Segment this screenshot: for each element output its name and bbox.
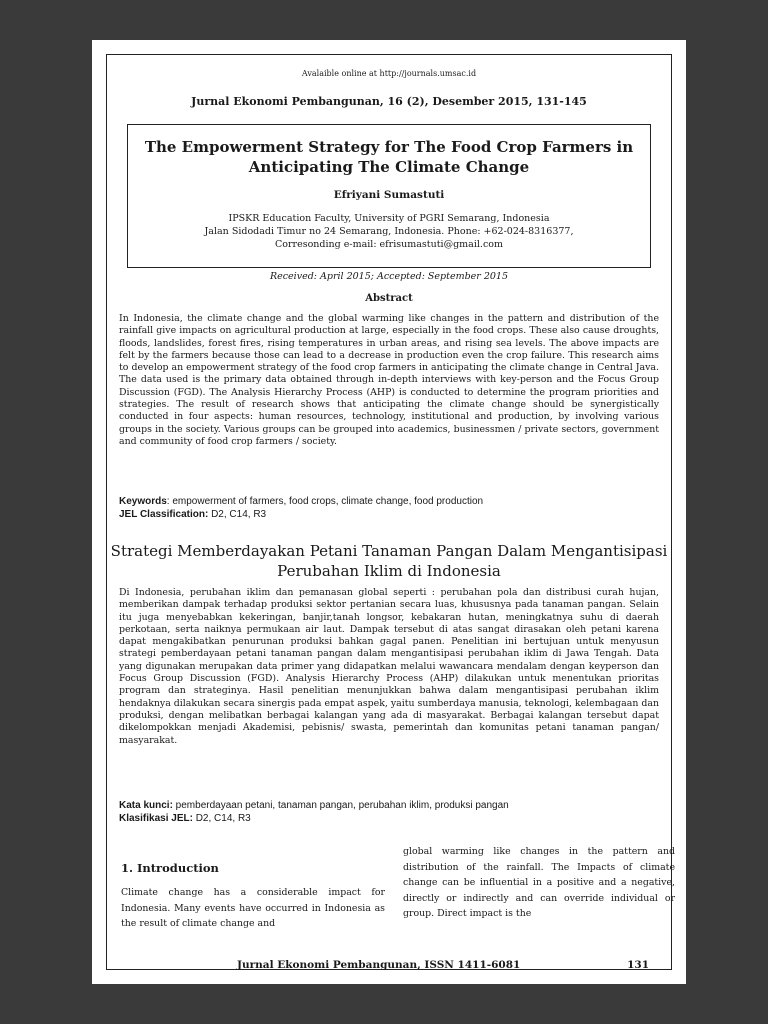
keywords-line <box>119 495 659 508</box>
availability-line: Avalaible online at http://journals.umsac.id <box>301 69 477 78</box>
paper-title-id: Strategi Memberdayakan Petani Tanaman Pangan Dalam Mengantisipasi Perubahan Iklim di Indonesia <box>110 542 668 580</box>
author-name: Efriyani Sumastuti <box>333 189 445 201</box>
page-frame <box>106 54 675 971</box>
jel-text: D2, C14, R3 <box>208 509 267 520</box>
jel-line <box>119 508 659 521</box>
kata-kunci-line <box>119 799 659 812</box>
keywords-label: Keywords <box>119 496 167 507</box>
introduction-heading: 1. Introduction <box>121 861 219 875</box>
page-number: 131 <box>627 959 649 971</box>
author-affiliation <box>128 212 650 251</box>
journal-header: Jurnal Ekonomi Pembangunan, 16 (2), Desember 2015, 131-145 <box>191 95 587 108</box>
klasifikasi-jel-line <box>119 812 659 825</box>
affiliation-line-3: Corresonding e-mail: efrisumastuti@gmail.com <box>275 239 503 250</box>
keywords-text: : empowerment of farmers, food crops, climate change, food production <box>166 496 484 507</box>
kata-kunci-text: pemberdayaan petani, tanaman pangan, perubahan iklim, produksi pangan <box>172 800 509 811</box>
footer-journal: Jurnal Ekonomi Pembangunan, ISSN 1411-6081 <box>237 959 521 971</box>
intro-left-column: Climate change has a considerable impact for Indonesia. Many events have occurred in Indonesia as the result of climate change and <box>121 887 385 929</box>
klasifikasi-label: Klasifikasi JEL: <box>119 813 193 824</box>
title-box <box>127 124 651 268</box>
journal-page <box>92 40 686 984</box>
kata-kunci-label: Kata kunci: <box>119 800 173 811</box>
received-dates: Received: April 2015; Accepted: September 2015 <box>269 271 509 282</box>
paper-title-en: The Empowerment Strategy for The Food Crop Farmers in Anticipating The Climate Change <box>144 138 634 176</box>
abstract-id: Di Indonesia, perubahan iklim dan pemanasan global seperti : perubahan pola dan distribusi curah hujan, memberikan dampak terhadap produksi sektor pertanian secara luas, khususnya pada tanaman pangan. Selain itu juga menyebabkan kekeringan, banjir,tanah longsor, kebakaran hutan, meningkatnya suhu di daerah perkotaan, serta naiknya permukaan air laut. Dampak tersebut di atas sangat dirasakan oleh petani karena dapat mengakibatkan penurunan produksi bahkan gagal panen. Penelitian ini bertujuan untuk menyusun strategi pemberdayaan petani tanaman pangan dalam mengantisipasi perubahan iklim di Jawa Tengah. Data yang digunakan merupakan data primer yang didapatkan melalui wawancara mendalam dengan keyperson dan Focus Group Discussion (FGD). Analysis Hierarchy Process (AHP) dilakukan untuk menentukan prioritas program dan strateginya. Hasil penelitian menunjukkan bahwa dalam mengantisipasi perubahan iklim hendaknya dilakukan secara sinergis pada empat aspek, yaitu sumberdaya manusia, teknologi, kelembagaan dan produksi, dengan melibatkan berbagai kalangan yang ada di masyarakat. Berbagai kalangan tersebut dapat dikelompokkan menjadi Akademisi, pebisnis/ swasta, pemerintah dan komunitas petani tanaman pangan/ masyarakat. <box>119 587 660 746</box>
abstract-heading: Abstract <box>365 293 413 304</box>
abstract-en: In Indonesia, the climate change and the global warming like changes in the pattern and distribution of the rainfall give impacts on agricultural production at large, especially in the food crops. These also cause droughts, floods, landslides, forest fires, rising temperatures in urban areas, and rising sea levels. The above impacts are felt by the farmers because those can lead to a decrease in production even the crop failure. This research aims to develop an empowerment strategy of the food crop farmers in anticipating the climate change in Central Java. The data used is the primary data obtained through in-depth interviews with key-person and the Focus Group Discussion (FGD). The Analysis Hierarchy Process (AHP) is conducted to determine the program priorities and strategies. The result of research shows that anticipating the climate change should be synergistically conducted in four aspects: human resources, technology, institutional and production, by involving various groups in the society. Various groups can be grouped into academics, businessmen / private sectors, government and community of food crop farmers / society. <box>119 313 659 447</box>
intro-right-column: global warming like changes in the pattern and distribution of the rainfall. The Impacts of climate change can be influential in a positive and a negative, directly or indirectly and can override individual or group. Direct impact is the <box>403 846 675 919</box>
jel-label: JEL Classification: <box>119 509 209 520</box>
klasifikasi-text: D2, C14, R3 <box>192 813 251 824</box>
affiliation-line-1: IPSKR Education Faculty, University of PGRI Semarang, Indonesia <box>228 213 550 224</box>
affiliation-line-2: Jalan Sidodadi Timur no 24 Semarang, Indonesia. Phone: +62-024-8316377, <box>204 226 574 237</box>
